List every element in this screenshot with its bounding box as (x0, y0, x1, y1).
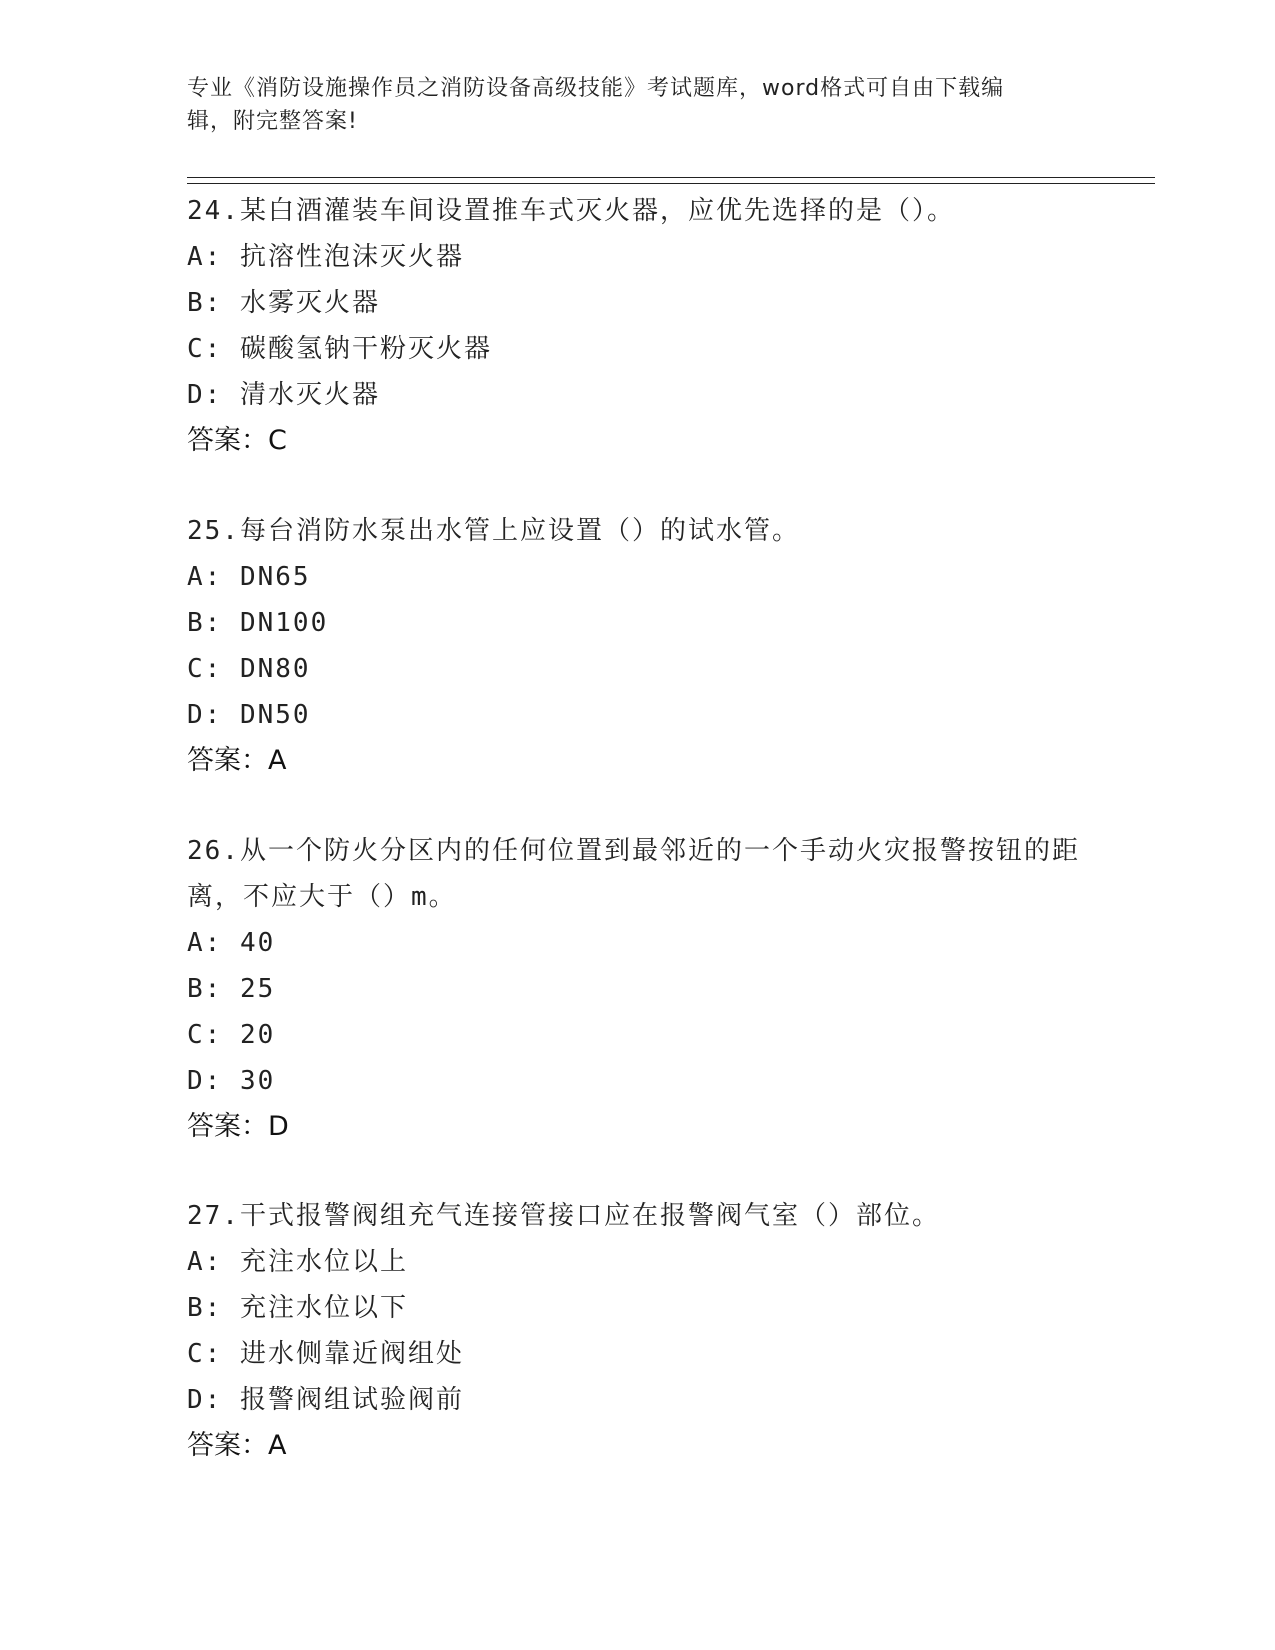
option-b: B: 25 (187, 974, 276, 1004)
option-c: C: 20 (187, 1020, 276, 1050)
answer: 答案：C (187, 425, 287, 456)
option-a: A: 40 (187, 928, 276, 958)
question-text: 25.每台消防水泵出水管上应设置（）的试水管。 (187, 516, 800, 546)
answer: 答案：A (187, 745, 287, 776)
option-c: C: 进水侧靠近阀组处 (187, 1339, 464, 1369)
question-25 (187, 508, 1087, 784)
option-b: B: 水雾灭火器 (187, 288, 380, 318)
question-text: 27.干式报警阀组充气连接管接口应在报警阀气室（）部位。 (187, 1201, 940, 1231)
question-26 (187, 828, 1087, 1150)
intro-line-1: 专业《消防设施操作员之消防设备高级技能》考试题库，word格式可自由下载编 (187, 76, 1005, 101)
question-27 (187, 1193, 1087, 1469)
option-d: D: 30 (187, 1066, 276, 1096)
question-text: 24.某白酒灌装车间设置推车式灭火器，应优先选择的是（）。 (187, 196, 955, 226)
header-divider-bottom (187, 183, 1155, 184)
document-intro (187, 72, 1067, 138)
option-b: B: DN100 (187, 608, 329, 638)
intro-line-2: 辑，附完整答案! (187, 109, 358, 134)
answer: 答案：A (187, 1430, 287, 1461)
option-d: D: 清水灭火器 (187, 380, 380, 410)
answer: 答案：D (187, 1111, 289, 1142)
option-c: C: 碳酸氢钠干粉灭火器 (187, 334, 492, 364)
option-d: D: DN50 (187, 700, 311, 730)
option-a: A: DN65 (187, 562, 311, 592)
question-text: 26.从一个防火分区内的任何位置到最邻近的一个手动火灾报警按钮的距离，不应大于（）m。 (187, 836, 1080, 912)
option-a: A: 抗溶性泡沫灭火器 (187, 242, 464, 272)
header-divider-top (187, 177, 1155, 178)
question-24 (187, 188, 1087, 464)
option-c: C: DN80 (187, 654, 311, 684)
option-a: A: 充注水位以上 (187, 1247, 408, 1277)
option-d: D: 报警阀组试验阀前 (187, 1385, 464, 1415)
option-b: B: 充注水位以下 (187, 1293, 408, 1323)
